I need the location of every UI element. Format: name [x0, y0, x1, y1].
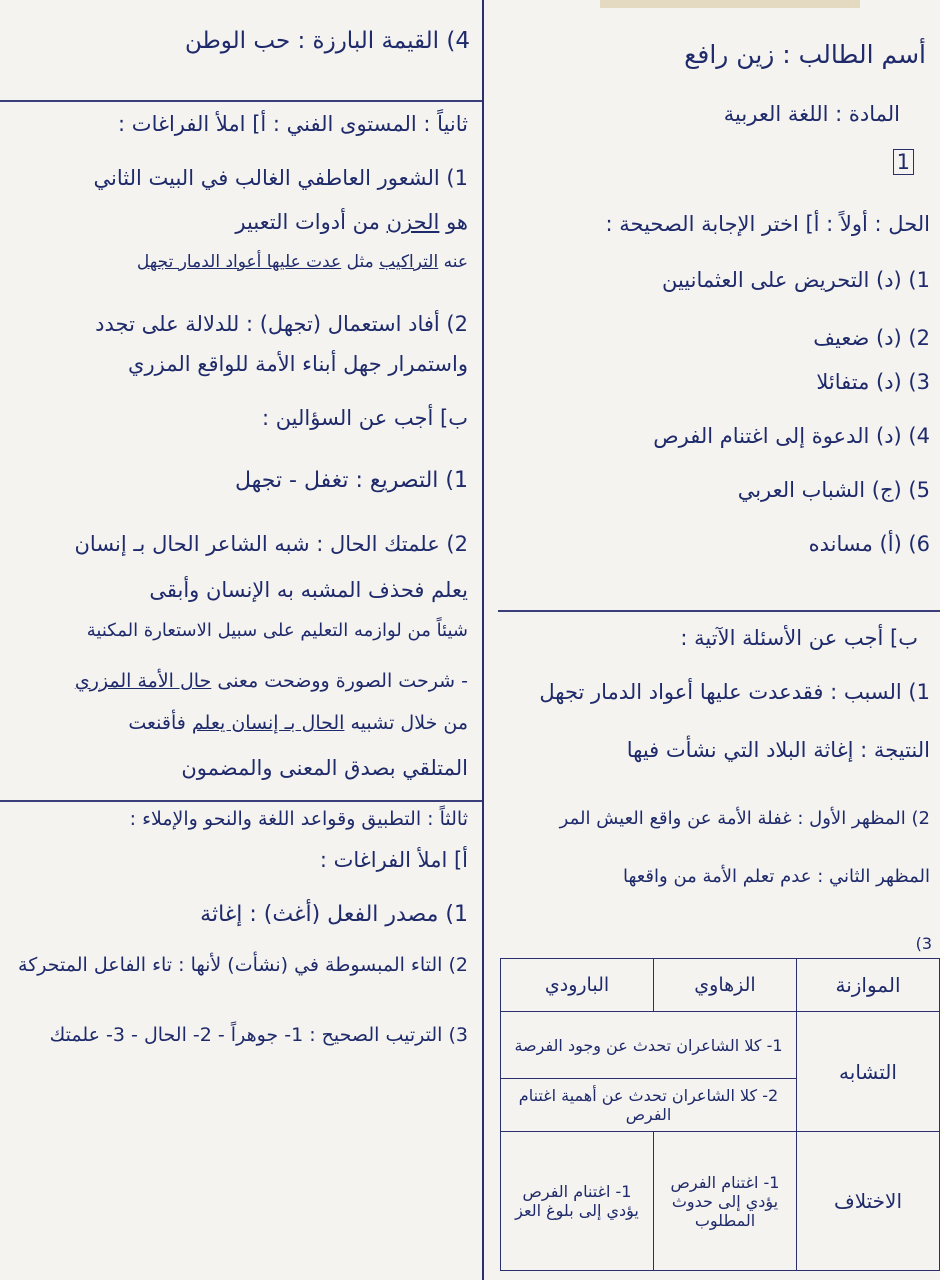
- s3-2: 2) التاء المبسوطة في (نشأت) لأنها : تاء الفاعل المتحركة: [18, 954, 468, 976]
- answer-1: 1) (د) التحريض على العثمانيين: [661, 268, 930, 292]
- s2-b2-l4: [75, 670, 468, 693]
- s2-line3-example: عدت عليها أعواد الدمار تجهل: [136, 252, 342, 272]
- column-divider: [482, 0, 484, 1280]
- s2-line3: [137, 252, 468, 272]
- similarity-1: 1- كلا الشاعران تحدث عن وجود الفرصة: [501, 1012, 797, 1079]
- header-compare: الموازنة: [797, 959, 940, 1012]
- separator-line: [0, 800, 482, 802]
- box-number: [893, 150, 914, 175]
- header-zahawi: الزهاوي: [654, 959, 797, 1012]
- answer-4: 4) (د) الدعوة إلى اغتنام الفرص: [653, 424, 930, 448]
- s2-b2-l5-post: فأقنعت: [128, 712, 186, 734]
- s2-line3-pre: عنه: [443, 252, 468, 272]
- s2-b2-l2: يعلم فحذف المشبه به الإنسان وأبقى: [149, 578, 468, 602]
- difference-baroudi: 1- اغتنام الفرص يؤدي إلى بلوغ العز: [501, 1132, 654, 1271]
- q4-value: 4) القيمة البارزة : حب الوطن: [184, 28, 470, 54]
- separator-line: [0, 100, 482, 102]
- similarity-label: التشابه: [797, 1012, 940, 1132]
- s3-1: 1) مصدر الفعل (أغث) : إغاثة: [200, 902, 468, 927]
- s2-line5: واستمرار جهل أبناء الأمة للواقع المزري: [128, 352, 468, 376]
- s2-b2-l6: المتلقي بصدق المعنى والمضمون: [181, 756, 468, 780]
- separator-line: [498, 610, 940, 612]
- s2-b-title: ب] أجب عن السؤالين :: [261, 406, 468, 430]
- b-title: ب] أجب عن الأسئلة الآتية :: [680, 626, 918, 650]
- difference-row: [501, 1132, 940, 1271]
- b2-second: المظهر الثاني : عدم تعلم الأمة من واقعها: [622, 866, 930, 887]
- table-header-row: [501, 959, 940, 1012]
- s2-line3-answer: التراكيب: [379, 252, 439, 272]
- similarity-2: 2- كلا الشاعران تحدث عن أهمية اغتنام الفرص: [501, 1079, 797, 1132]
- answer-3: 3) (د) متفائلا: [816, 370, 930, 394]
- section1-title: الحل : أولاً : أ] اختر الإجابة الصحيحة :: [605, 212, 930, 236]
- difference-zahawi: 1- اغتنام الفرص يؤدي إلى حدوث المطلوب: [654, 1132, 797, 1271]
- answer-6: 6) (أ) مسانده: [808, 532, 930, 556]
- s2-b2-l5-answer: الحال بـ إنسان يعلم: [191, 712, 345, 734]
- answer-2: 2) (د) ضعيف: [813, 326, 930, 350]
- s2-b2-l5: [128, 712, 468, 735]
- difference-label: الاختلاف: [797, 1132, 940, 1271]
- answer-5: 5) (ج) الشباب العربي: [737, 478, 930, 502]
- b2-first: 2) المظهر الأول : غفلة الأمة عن واقع العيش المر: [559, 808, 930, 829]
- s2-line2-answer: الحزن: [386, 210, 440, 234]
- s2-line2-post: من أدوات التعبير: [235, 210, 380, 234]
- subject-line: المادة : اللغة العربية: [723, 102, 900, 126]
- comparison-table: [500, 958, 940, 1271]
- header-baroudi: البارودي: [501, 959, 654, 1012]
- student-name: أسم الطالب : زين رافع: [684, 40, 926, 69]
- similarity-row-1: [501, 1012, 940, 1079]
- s2-line1: 1) الشعور العاطفي الغالب في البيت الثاني: [93, 166, 468, 190]
- s2-line2-pre: هو: [446, 210, 468, 234]
- s3-3: 3) الترتيب الصحيح : 1- جوهراً - 2- الحال - 3- علمتك: [49, 1024, 468, 1046]
- b3-number: 3): [915, 934, 932, 953]
- box-number-value: 1: [893, 149, 914, 175]
- section3-title: ثالثاً : التطبيق وقواعد اللغة والنحو والإملاء :: [129, 808, 468, 830]
- s2-line2: [235, 210, 468, 235]
- s2-b2-l4-pre: - شرحت الصورة ووضحت معنى: [217, 670, 468, 692]
- b1-cause: 1) السبب : فقدعدت عليها أعواد الدمار تجهل: [539, 680, 930, 704]
- s3-a-title: أ] املأ الفراغات :: [319, 848, 468, 872]
- s2-line3-mid: مثل: [346, 252, 374, 272]
- b1-result: النتيجة : إغاثة البلاد التي نشأت فيها: [626, 738, 930, 762]
- s2-b2-l3: شيئاً من لوازمه التعليم على سبيل الاستعارة المكنية: [86, 620, 468, 641]
- paper-stain: [600, 0, 860, 8]
- section2-title: ثانياً : المستوى الفني : أ] املأ الفراغات :: [118, 112, 468, 136]
- s2-line4: 2) أفاد استعمال (تجهل) : للدلالة على تجدد: [95, 312, 468, 336]
- s2-b2-l1: 2) علمتك الحال : شبه الشاعر الحال بـ إنسان: [74, 532, 468, 556]
- s2-b2-l4-answer: حال الأمة المزري: [74, 670, 212, 692]
- s2-b1: 1) التصريع : تغفل - تجهل: [234, 468, 468, 493]
- s2-b2-l5-pre: من خلال تشبيه: [350, 712, 468, 734]
